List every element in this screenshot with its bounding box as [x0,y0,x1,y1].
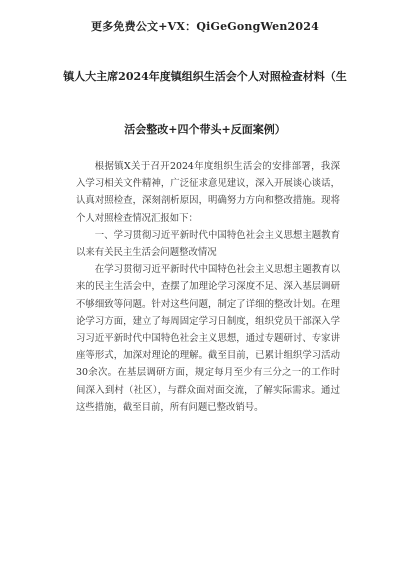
promo-header: 更多免费公文+VX：QiGeGongWen2024 [91,20,319,33]
document-title-line-1: 镇人大主席2024年度镇组织生活会个人对照检查材料（生 [63,70,347,83]
body-paragraph-section-heading: 一、学习贯彻习近平新时代中国特色社会主义思想主题教育以来有关民主生活会问题整改情况 [76,229,340,259]
document-body [76,158,340,416]
document-title-line-2: 活会整改+四个带头+反面案例） [124,123,286,136]
body-paragraph-rectification: 在学习贯彻习近平新时代中国特色社会主义思想主题教育以来的民主生活会中，查摆了加理论学习深度不足、深入基层调研不够细致等问题。针对这些问题，制定了详细的整改计划。在理论学习方面，建立了每周固定学习日制度，组织党员干部深入学习习近平新时代中国特色社会主义思想，通过专题研讨、专家讲座等形式，加深对理论的理解。截至目前，已累计组织学习活动30余次。在基层调研方面，规定每月至少有三分之一的工作时间深入到村（社区），与群众面对面交流，了解实际需求。通过这些措施，截至目前，所有问题已整改销号。 [76,264,340,413]
body-paragraph-intro: 根据镇X关于召开2024年度组织生活会的安排部署，我深入学习相关文件精神，广泛征求意见建议，深入开展谈心谈话，认真对照检查，深刻剖析原因，明确努力方向和整改措施。现将个人对照检查情况汇报如下： [76,161,340,224]
